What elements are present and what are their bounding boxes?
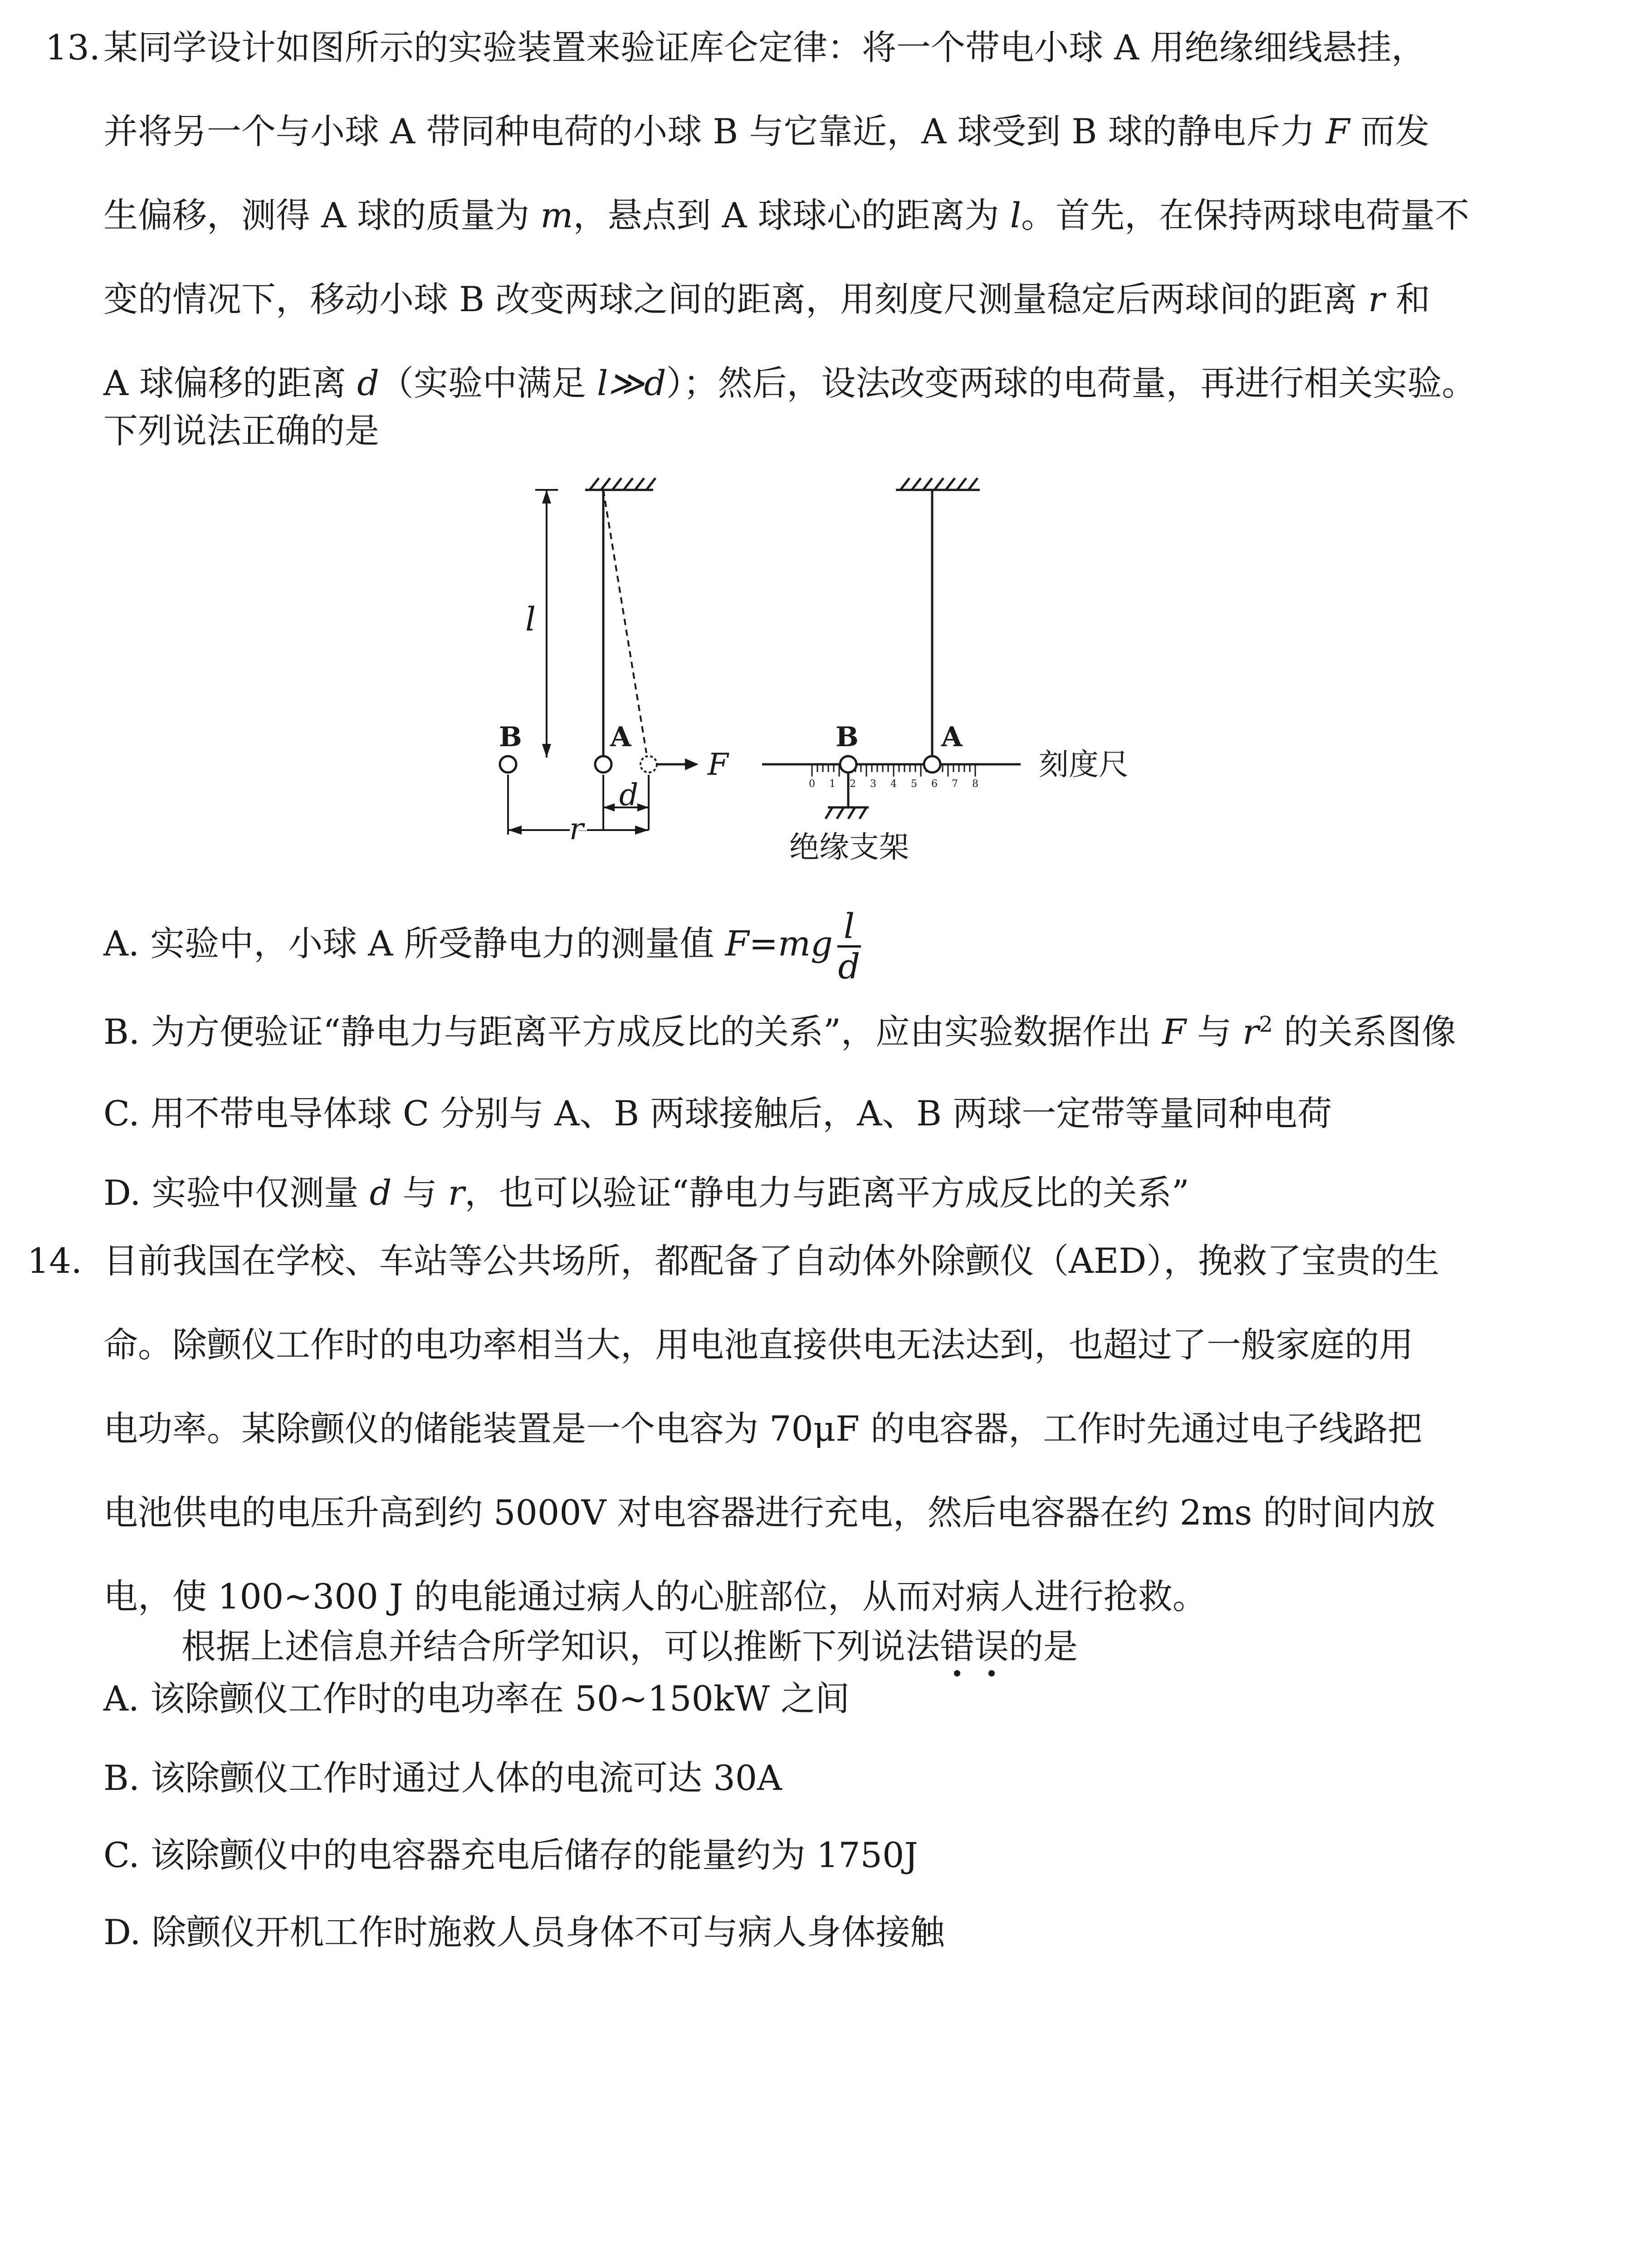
question-13-number: 13. [45,27,100,68]
ball-A-left [595,756,611,772]
length-l-indicator [535,490,558,758]
q14-option-B: B. 该除颤仪工作时通过人体的电流可达 30A [103,1758,782,1798]
label-B-left: B [499,721,522,753]
stand-label: 绝缘支架 [789,830,909,865]
label-B-right: B [836,721,859,753]
ruler-ticks [812,764,975,777]
q14-option-D: D. 除颤仪开机工作时施救人员身体不可与病人身体接触 [103,1912,945,1952]
q14-option-C: C. 该除颤仪中的电容器充电后储存的能量约为 1750J [103,1835,918,1875]
ball-A-deflected [640,756,657,772]
ball-A-right [924,756,940,772]
formula-fraction: $\frac{l}{d}$ [838,906,860,987]
q14-prompt: 根据上述信息并结合所学知识，可以推断下列说法错误的是 [181,1624,1078,1669]
thread-deflected [603,490,646,753]
ruler-numbers [809,778,978,790]
ball-B-right [840,756,856,772]
label-d: d [619,777,639,812]
q13-line-5: A 球偏移的距离 d（实验中满足 l≫d）；然后，设法改变两球的电荷量，再进行相关实验。 [103,363,1476,403]
q14-line-3: 电功率。某除颤仪的储能装置是一个电容为 70μF 的电容器，工作时先通过电子线路把 [103,1408,1423,1449]
question-14-number: 14. [27,1241,82,1281]
label-r: r [569,811,584,846]
ruler-tick-2: 2 [850,778,856,790]
ruler-tick-7: 7 [952,778,958,790]
ruler-tick-1: 1 [829,778,836,790]
ruler-tick-5: 5 [911,778,917,790]
q13-line-4: 变的情况下，移动小球 B 改变两球之间的距离，用刻度尺测量稳定后两球间的距离 r 和 [103,279,1430,319]
q13-option-C: C. 用不带电导体球 C 分别与 A、B 两球接触后，A、B 两球一定带等量同种电荷 [103,1093,1332,1134]
ruler-label: 刻度尺 [1039,747,1129,782]
ruler-tick-0: 0 [809,778,815,790]
q13-option-A: A. 实验中，小球 A 所受静电力的测量值 F=mg $\frac{l}{d}$ [103,906,860,987]
left-ceiling [585,478,655,490]
label-A-left: A [610,721,631,753]
experiment-figure [490,472,1179,880]
q13-line-1: 某同学设计如图所示的实验装置来验证库仑定律：将一个带电小球 A 用绝缘细线悬挂， [103,27,1426,68]
ruler-tick-8: 8 [972,778,978,790]
q14-option-A: A. 该除颤仪工作时的电功率在 50~150kW 之间 [103,1678,850,1719]
q14-line-5: 电，使 100~300 J 的电能通过病人的心脏部位，从而对病人进行抢救。 [103,1576,1207,1617]
q13-line-6: 下列说法正确的是 [103,411,379,451]
force-arrowhead [685,758,699,770]
q13-line-2: 并将另一个与小球 A 带同种电荷的小球 B 与它靠近，A 球受到 B 球的静电斥力 F 而发 [103,111,1430,152]
q13-option-D: D. 实验中仅测量 d 与 r，也可以验证“静电力与距离平方成反比的关系” [103,1173,1189,1213]
ball-B-left [500,756,516,772]
label-A-right: A [941,721,963,753]
ruler-tick-4: 4 [890,778,897,790]
q14-line-4: 电池供电的电压升高到约 5000V 对电容器进行充电，然后电容器在约 2ms 的时间内放 [103,1492,1436,1533]
label-l: l [525,600,536,638]
ruler-tick-3: 3 [870,778,876,790]
label-F: F [708,747,728,782]
right-ceiling [896,478,980,490]
ruler-tick-6: 6 [931,778,938,790]
q14-line-1: 目前我国在学校、车站等公共场所，都配备了自动体外除颤仪（AED），挽救了宝贵的生 [103,1241,1440,1281]
q13-line-3: 生偏移，测得 A 球的质量为 m，悬点到 A 球球心的距离为 l。首先，在保持两球电荷量不 [103,195,1470,235]
q14-line-2: 命。除颤仪工作时的电功率相当大，用电池直接供电无法达到，也超过了一般家庭的用 [103,1325,1413,1365]
q13-option-B: B. 为方便验证“静电力与距离平方成反比的关系”，应由实验数据作出 F 与 $r^2$ 的关系图像 [103,1012,1457,1052]
